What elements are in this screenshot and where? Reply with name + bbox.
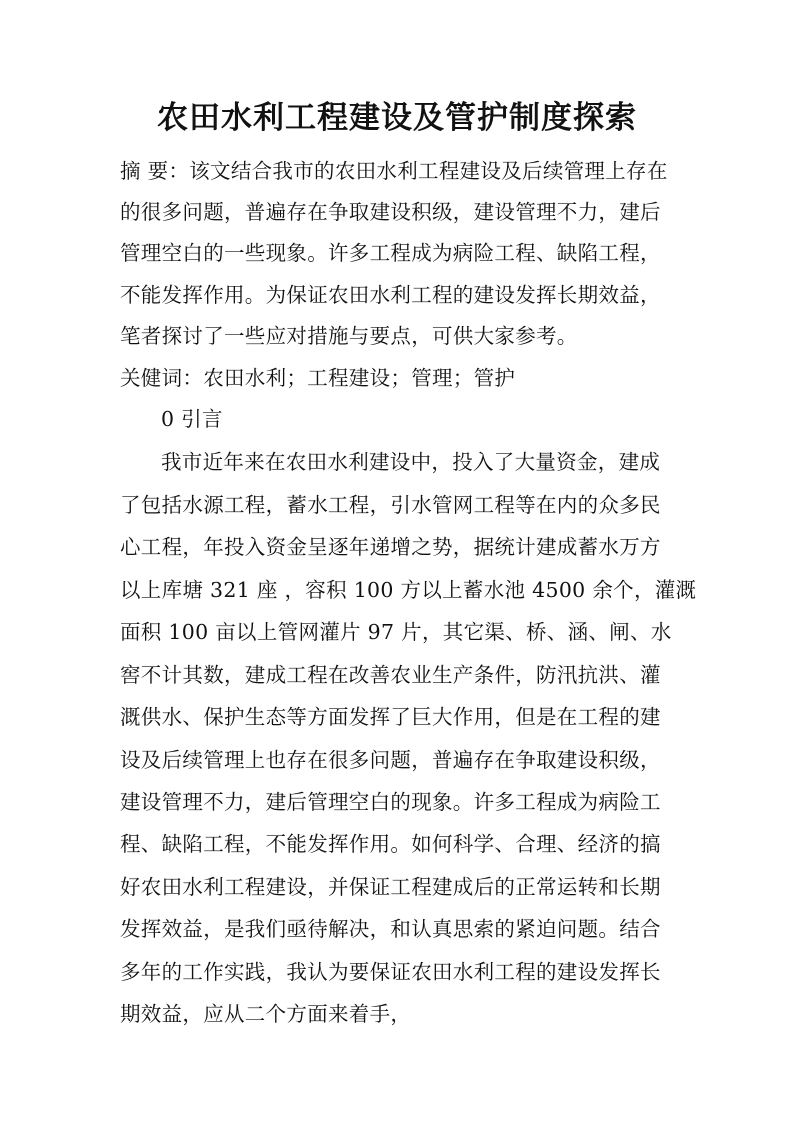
abstract-line: 管理空白的一些现象。许多工程成为病险工程、缺陷工程， <box>120 241 661 265</box>
abstract-line: 摘 要：该文结合我市的农田水利工程建设及后续管理上存在 <box>120 159 668 183</box>
intro-line: 面积 100 亩以上管网灌片 97 片，其它渠、桥、涵、闸、水 <box>120 620 672 644</box>
document-title: 农田水利工程建设及管护制度探索 <box>157 100 637 136</box>
intro-line: 建设管理不力，建后管理空白的现象。许多工程成为病险工 <box>120 790 661 814</box>
abstract-line: 的很多问题，普遍存在争取建设积级，建设管理不力，建后 <box>120 200 661 224</box>
intro-line: 以上库塘 321 座 ，容积 100 方以上蓄水池 4500 余个，灌溉 <box>120 578 697 602</box>
intro-line: 窖不计其数，建成工程在改善农业生产条件，防汛抗洪、灌 <box>120 663 661 687</box>
intro-line: 设及后续管理上也存在很多问题，普遍存在争取建设积级， <box>120 748 661 772</box>
intro-line: 发挥效益，是我们亟待解决，和认真思索的紧迫问题。结合 <box>120 917 661 941</box>
intro-line: 好农田水利工程建设，并保证工程建成后的正常运转和长期 <box>120 875 661 899</box>
intro-line: 我市近年来在农田水利建设中，投入了大量资金，建成 <box>161 450 661 474</box>
intro-line: 程、缺陷工程，不能发挥作用。如何科学、合理、经济的搞 <box>120 832 661 856</box>
intro-line: 了包括水源工程，蓄水工程，引水管网工程等在内的众多民 <box>120 493 661 517</box>
intro-line: 多年的工作实践，我认为要保证农田水利工程的建设发挥长 <box>120 960 661 984</box>
intro-line: 心工程，年投入资金呈逐年递增之势，据统计建成蓄水万方 <box>120 535 661 559</box>
intro-line: 期效益，应从二个方面来着手， <box>120 1002 412 1026</box>
keywords-line: 关健词：农田水利；工程建设；管理；管护 <box>120 366 516 390</box>
abstract-line: 笔者探讨了一些应对措施与要点，可供大家参考。 <box>120 324 578 348</box>
section-heading: 0 引言 <box>161 407 223 431</box>
intro-line: 溉供水、保护生态等方面发挥了巨大作用，但是在工程的建 <box>120 705 661 729</box>
abstract-line: 不能发挥作用。为保证农田水利工程的建设发挥长期效益， <box>120 283 661 307</box>
